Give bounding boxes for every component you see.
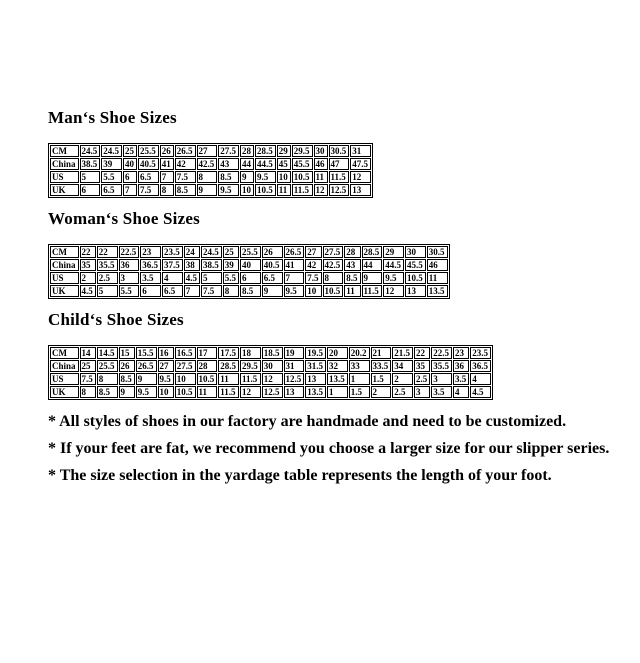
childs-size-table	[48, 345, 493, 400]
size-cell: 31.5	[305, 360, 326, 372]
size-cell: 9	[240, 171, 254, 183]
table-row	[50, 259, 448, 271]
size-cell: 27.5	[323, 246, 344, 258]
womans-size-table	[48, 244, 450, 299]
childs-sizes-title: Child‘s Shoe Sizes	[48, 310, 184, 329]
size-cell: 8	[197, 171, 218, 183]
size-cell: 25	[80, 360, 96, 372]
size-cell: 6.5	[262, 272, 283, 284]
size-cell: 27.5	[175, 360, 196, 372]
size-cell: 7.5	[201, 285, 222, 297]
size-cell: 40	[240, 259, 261, 271]
size-cell: 28.5	[218, 360, 239, 372]
size-cell: 39	[101, 158, 122, 170]
size-cell: 7	[160, 171, 174, 183]
size-cell: 42.5	[323, 259, 344, 271]
size-cell: 22.5	[119, 246, 140, 258]
size-cell: 12	[262, 373, 283, 385]
size-cell: 23.5	[162, 246, 183, 258]
size-cell: 17	[197, 347, 218, 359]
size-cell: 3.5	[453, 373, 469, 385]
size-cell: 12.5	[329, 184, 350, 196]
size-cell: 27.5	[218, 145, 239, 157]
size-cell: 29.5	[292, 145, 313, 157]
size-cell: 5	[80, 171, 101, 183]
size-cell: 2	[371, 386, 392, 398]
size-cell: 24.5	[101, 145, 122, 157]
size-cell: 2.5	[392, 386, 413, 398]
table-row	[50, 347, 491, 359]
size-cell: 8.5	[344, 272, 360, 284]
size-cell: 35.5	[97, 259, 118, 271]
section-childs-sizes	[48, 310, 626, 400]
size-cell: 6.5	[162, 285, 183, 297]
size-cell: 11.5	[329, 171, 350, 183]
size-cell: 1.5	[349, 386, 370, 398]
size-cell: 20	[327, 347, 348, 359]
size-cell: 37.5	[162, 259, 183, 271]
size-cell: 12	[314, 184, 328, 196]
size-cell: 5.5	[223, 272, 239, 284]
size-cell: 10	[240, 184, 254, 196]
size-cell: 6	[140, 285, 161, 297]
size-cell: 31	[284, 360, 305, 372]
section-womans-sizes	[48, 209, 626, 299]
size-cell: 19	[284, 347, 305, 359]
size-cell: 36.5	[470, 360, 491, 372]
size-cell: 22	[97, 246, 118, 258]
size-cell: 28.5	[362, 246, 383, 258]
size-cell: 11	[277, 184, 291, 196]
size-cell: 35	[414, 360, 430, 372]
size-cell: 35	[80, 259, 96, 271]
size-cell: 2	[392, 373, 413, 385]
size-cell: 8.5	[240, 285, 261, 297]
size-cell: 33.5	[371, 360, 392, 372]
table-row	[50, 184, 371, 196]
size-cell: 6	[240, 272, 261, 284]
size-cell: 6.5	[101, 184, 122, 196]
size-cell: 5.5	[119, 285, 140, 297]
size-cell: 8.5	[218, 171, 239, 183]
size-cell: 14.5	[97, 347, 118, 359]
size-cell: 10.5	[255, 184, 276, 196]
size-cell: 47.5	[350, 158, 371, 170]
size-cell: 25.5	[97, 360, 118, 372]
size-cell: 29.5	[240, 360, 261, 372]
row-header-cell: UK	[50, 184, 79, 196]
size-cell: 8	[323, 272, 344, 284]
size-cell: 9	[119, 386, 135, 398]
size-cell: 39	[223, 259, 239, 271]
size-cell: 22.5	[431, 347, 452, 359]
size-cell: 27	[305, 246, 321, 258]
size-cell: 8	[160, 184, 174, 196]
size-cell: 30	[314, 145, 328, 157]
size-cell: 9.5	[158, 373, 174, 385]
size-cell: 8.5	[97, 386, 118, 398]
row-header-cell: China	[50, 158, 79, 170]
size-cell: 7.5	[175, 171, 196, 183]
size-cell: 18.5	[262, 347, 283, 359]
size-cell: 13.5	[427, 285, 448, 297]
table-row	[50, 360, 491, 372]
row-header-cell: US	[50, 171, 79, 183]
size-cell: 24.5	[80, 145, 101, 157]
size-cell: 42	[305, 259, 321, 271]
size-cell: 7	[184, 285, 200, 297]
size-cell: 38.5	[201, 259, 222, 271]
row-header-cell: UK	[50, 285, 79, 297]
size-cell: 23.5	[470, 347, 491, 359]
size-cell: 5	[201, 272, 222, 284]
size-cell: 45.5	[292, 158, 313, 170]
size-cell: 23	[453, 347, 469, 359]
row-header-cell: China	[50, 259, 79, 271]
table-row	[50, 158, 371, 170]
size-cell: 11	[314, 171, 328, 183]
size-cell: 16	[158, 347, 174, 359]
size-cell: 28.5	[255, 145, 276, 157]
row-header-cell: US	[50, 373, 79, 385]
size-cell: 9.5	[136, 386, 157, 398]
size-cell: 1.5	[371, 373, 392, 385]
size-cell: 34	[392, 360, 413, 372]
size-cell: 4	[470, 373, 491, 385]
size-cell: 9	[362, 272, 383, 284]
size-cell: 30	[262, 360, 283, 372]
size-cell: 30.5	[329, 145, 350, 157]
footnote-fat-feet: * If your feet are fat, we recommend you choose a larger size for our slipper series.	[48, 440, 610, 457]
size-cell: 3.5	[431, 386, 452, 398]
size-cell: 10.5	[323, 285, 344, 297]
size-cell: 25.5	[138, 145, 159, 157]
size-cell: 10.5	[292, 171, 313, 183]
section-mans-sizes	[48, 108, 626, 198]
size-cell: 7.5	[80, 373, 96, 385]
size-cell: 12.5	[262, 386, 283, 398]
size-cell: 44	[362, 259, 383, 271]
size-cell: 29	[383, 246, 404, 258]
size-cell: 36.5	[140, 259, 161, 271]
size-cell: 10	[277, 171, 291, 183]
size-cell: 26.5	[136, 360, 157, 372]
size-cell: 9.5	[383, 272, 404, 284]
table-row	[50, 373, 491, 385]
mans-size-table	[48, 143, 373, 198]
table-row	[50, 171, 371, 183]
size-cell: 7.5	[305, 272, 321, 284]
size-cell: 1	[349, 373, 370, 385]
size-cell: 13	[284, 386, 305, 398]
size-cell: 20.2	[349, 347, 370, 359]
size-cell: 10	[305, 285, 321, 297]
size-cell: 4.5	[184, 272, 200, 284]
size-cell: 13.5	[305, 386, 326, 398]
size-cell: 11.5	[292, 184, 313, 196]
size-cell: 10	[158, 386, 174, 398]
size-cell: 30.5	[427, 246, 448, 258]
size-cell: 7	[123, 184, 137, 196]
size-cell: 28	[197, 360, 218, 372]
size-cell: 40.5	[262, 259, 283, 271]
row-header-cell: CM	[50, 145, 79, 157]
size-cell: 16.5	[175, 347, 196, 359]
size-cell: 4	[453, 386, 469, 398]
size-cell: 43	[218, 158, 239, 170]
size-cell: 10	[175, 373, 196, 385]
size-cell: 40.5	[138, 158, 159, 170]
size-cell: 22	[80, 246, 96, 258]
table-row	[50, 272, 448, 284]
size-cell: 11.5	[240, 373, 261, 385]
size-cell: 42	[175, 158, 196, 170]
size-cell: 2	[80, 272, 96, 284]
size-cell: 8.5	[119, 373, 135, 385]
size-cell: 26	[160, 145, 174, 157]
size-cell: 44.5	[383, 259, 404, 271]
size-cell: 11	[197, 386, 218, 398]
size-cell: 29	[277, 145, 291, 157]
size-cell: 12	[240, 386, 261, 398]
size-cell: 4.5	[80, 285, 96, 297]
table-row	[50, 386, 491, 398]
size-cell: 46	[427, 259, 448, 271]
size-cell: 5	[97, 285, 118, 297]
size-cell: 11	[427, 272, 448, 284]
size-cell: 9	[197, 184, 218, 196]
size-cell: 11.5	[362, 285, 383, 297]
size-cell: 40	[123, 158, 137, 170]
size-cell: 3.5	[140, 272, 161, 284]
size-cell: 24	[184, 246, 200, 258]
size-cell: 22	[414, 347, 430, 359]
size-cell: 27	[158, 360, 174, 372]
footnote-yardage-table: * The size selection in the yardage table represents the length of your foot.	[48, 467, 552, 484]
size-cell: 33	[349, 360, 370, 372]
size-cell: 11.5	[218, 386, 239, 398]
size-cell: 26	[119, 360, 135, 372]
size-cell: 3	[414, 386, 430, 398]
size-cell: 11	[218, 373, 239, 385]
size-cell: 25	[223, 246, 239, 258]
size-cell: 27	[197, 145, 218, 157]
size-cell: 13.5	[327, 373, 348, 385]
womans-sizes-title: Woman‘s Shoe Sizes	[48, 209, 200, 228]
size-cell: 17.5	[218, 347, 239, 359]
size-cell: 28	[344, 246, 360, 258]
size-cell: 47	[329, 158, 350, 170]
size-cell: 44	[240, 158, 254, 170]
size-cell: 13	[405, 285, 426, 297]
size-cell: 26.5	[175, 145, 196, 157]
size-cell: 43	[344, 259, 360, 271]
size-cell: 19.5	[305, 347, 326, 359]
row-header-cell: US	[50, 272, 79, 284]
table-row	[50, 246, 448, 258]
size-cell: 18	[240, 347, 261, 359]
size-cell: 8.5	[175, 184, 196, 196]
size-cell: 8	[223, 285, 239, 297]
size-cell: 2.5	[414, 373, 430, 385]
size-cell: 9.5	[255, 171, 276, 183]
row-header-cell: China	[50, 360, 79, 372]
size-cell: 5.5	[101, 171, 122, 183]
size-cell: 7.5	[138, 184, 159, 196]
size-cell: 13	[305, 373, 326, 385]
size-cell: 4	[162, 272, 183, 284]
size-cell: 21.5	[392, 347, 413, 359]
size-cell: 12	[383, 285, 404, 297]
size-cell: 13	[350, 184, 371, 196]
size-cell: 9.5	[284, 285, 305, 297]
size-cell: 41	[160, 158, 174, 170]
size-cell: 44.5	[255, 158, 276, 170]
footnote-handmade: * All styles of shoes in our factory are handmade and need to be customized.	[48, 413, 567, 430]
size-cell: 3	[431, 373, 452, 385]
row-header-cell: CM	[50, 347, 79, 359]
size-cell: 25	[123, 145, 137, 157]
size-cell: 28	[240, 145, 254, 157]
table-row	[50, 285, 448, 297]
size-cell: 12.5	[284, 373, 305, 385]
size-cell: 14	[80, 347, 96, 359]
size-cell: 38.5	[80, 158, 101, 170]
size-cell: 8	[97, 373, 118, 385]
size-cell: 9.5	[218, 184, 239, 196]
size-cell: 25.5	[240, 246, 261, 258]
size-cell: 10.5	[405, 272, 426, 284]
size-cell: 32	[327, 360, 348, 372]
footnotes	[48, 411, 626, 487]
size-cell: 6	[123, 171, 137, 183]
size-cell: 36	[119, 259, 140, 271]
size-cell: 15.5	[136, 347, 157, 359]
size-cell: 38	[184, 259, 200, 271]
size-cell: 3	[119, 272, 140, 284]
size-cell: 15	[119, 347, 135, 359]
row-header-cell: UK	[50, 386, 79, 398]
size-cell: 31	[350, 145, 371, 157]
mans-sizes-title: Man‘s Shoe Sizes	[48, 108, 177, 127]
size-cell: 2.5	[97, 272, 118, 284]
size-cell: 45.5	[405, 259, 426, 271]
size-cell: 9	[262, 285, 283, 297]
size-cell: 24.5	[201, 246, 222, 258]
size-cell: 7	[284, 272, 305, 284]
size-cell: 12	[350, 171, 371, 183]
size-cell: 6.5	[138, 171, 159, 183]
size-cell: 26	[262, 246, 283, 258]
row-header-cell: CM	[50, 246, 79, 258]
table-row	[50, 145, 371, 157]
size-cell: 4.5	[470, 386, 491, 398]
size-cell: 41	[284, 259, 305, 271]
size-cell: 30	[405, 246, 426, 258]
size-cell: 35.5	[431, 360, 452, 372]
size-cell: 6	[80, 184, 101, 196]
size-cell: 1	[327, 386, 348, 398]
size-cell: 10.5	[197, 373, 218, 385]
size-cell: 23	[140, 246, 161, 258]
size-cell: 8	[80, 386, 96, 398]
size-cell: 45	[277, 158, 291, 170]
size-cell: 42.5	[197, 158, 218, 170]
size-cell: 10.5	[175, 386, 196, 398]
size-cell: 11	[344, 285, 360, 297]
size-cell: 21	[371, 347, 392, 359]
size-cell: 9	[136, 373, 157, 385]
size-cell: 26.5	[284, 246, 305, 258]
size-cell: 36	[453, 360, 469, 372]
size-cell: 46	[314, 158, 328, 170]
